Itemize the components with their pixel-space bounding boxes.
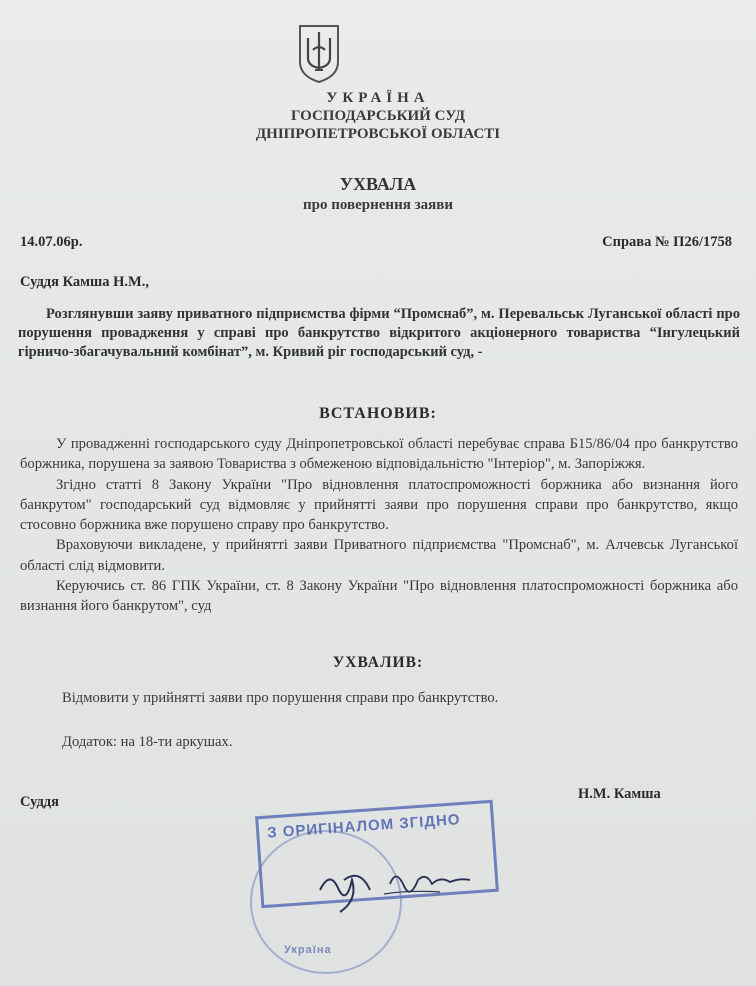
established-section — [20, 434, 738, 617]
established-paragraph: У провадженні господарського суду Дніпропетровської області перебуває справа Б15/86/04 про банкрутство боржника, порушена за заявою Товариства з обмеженою відповідальністю "Інтеріор", м. Запоріжжя. — [20, 436, 738, 473]
seal-text: Україна — [284, 944, 332, 956]
established-paragraph: Враховуючи викладене, у прийнятті заяви Приватного підприємства "Промснаб", м. Алчевськ Луганської області слід відмовити. — [20, 537, 738, 574]
judge-name: Суддя Камша Н.М., — [20, 274, 149, 290]
document-type: УХВАЛА — [339, 174, 417, 194]
handwritten-signature — [300, 850, 490, 920]
region-title: ДНІПРОПЕТРОВСЬКОЇ ОБЛАСТІ — [255, 126, 501, 142]
document-date: 14.07.06р. — [20, 234, 83, 250]
stamp-text: З ОРИГІНАЛОМ ЗГІДНО — [266, 811, 462, 842]
intro-paragraph: Розглянувши заяву приватного підприємства фірми “Промснаб”, м. Перевальськ Луганської області про порушення провадження у справі про банкрутство відкритого акціонерного товариства “Інгулецький гірничо-збагачувальний комбінат”, м. Кривий ріг господарський суд, - — [18, 306, 740, 360]
country-title: УКРАЇНА — [326, 90, 430, 106]
document-subject: про повернення заяви — [303, 197, 453, 213]
court-title: ГОСПОДАРСЬКИЙ СУД — [290, 108, 466, 124]
case-number: Справа № П26/1758 — [602, 234, 732, 250]
established-heading: ВСТАНОВИВ: — [319, 405, 437, 422]
established-paragraph: Керуючись ст. 86 ГПК України, ст. 8 Закону України "Про відновлення платоспроможності боржника або визнання його банкрутом", суд — [20, 578, 738, 615]
established-paragraph: Згідно статті 8 Закону України "Про відновлення платоспроможності боржника або визнання його банкрутом" господарський суд відмовляє у прийнятті заяви про порушення справи про банкрутство, якщо стосовно боржника вже порушено справу про банкрутство. — [20, 476, 738, 534]
signature-name: Н.М. Камша — [578, 786, 661, 802]
decision-text: Відмовити у прийнятті заяви про порушення справи про банкрутство. — [62, 690, 499, 706]
signature-label: Суддя — [20, 794, 59, 810]
ruled-heading: УХВАЛИВ: — [332, 654, 424, 671]
attachment-text: Додаток: на 18-ти аркушах. — [62, 734, 233, 750]
trident-emblem-icon — [296, 22, 342, 84]
